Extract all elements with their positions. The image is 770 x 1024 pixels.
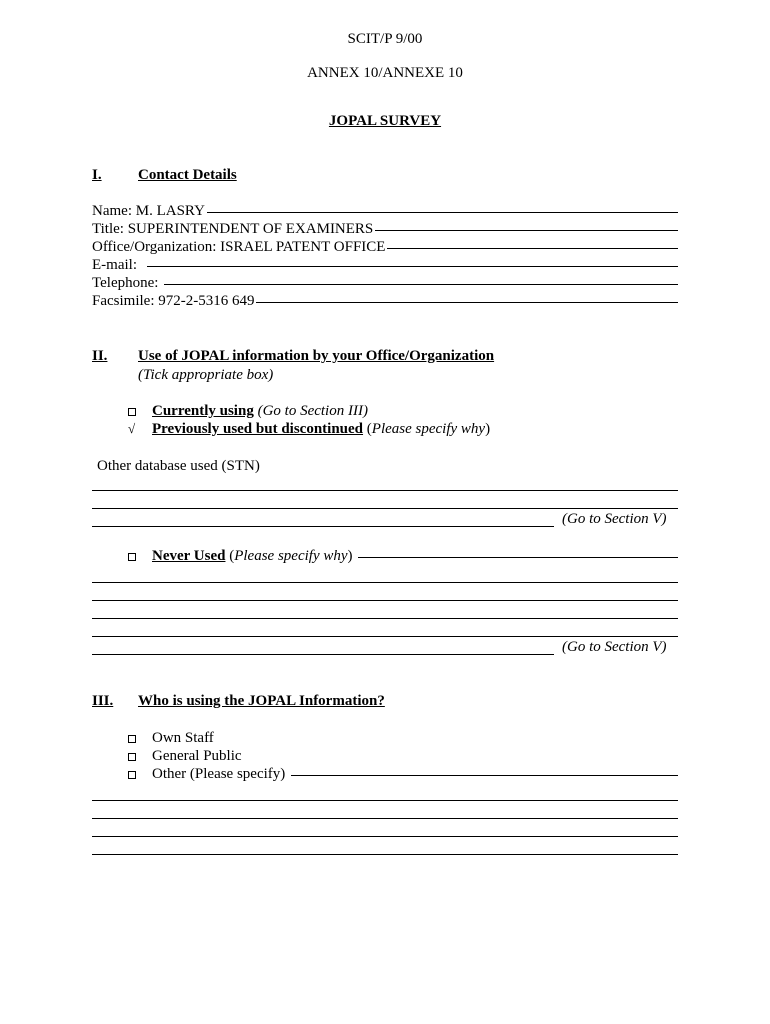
never-used-option bbox=[152, 548, 678, 565]
previously-used-paren-open: ( bbox=[363, 421, 372, 437]
currently-using-option bbox=[152, 403, 368, 420]
facsimile-field[interactable] bbox=[92, 293, 678, 311]
never-used-checkbox[interactable] bbox=[128, 553, 136, 561]
goto-section-v: (Go to Section V) bbox=[562, 639, 667, 655]
answer-line[interactable] bbox=[92, 818, 678, 819]
office-line bbox=[387, 248, 678, 249]
section-3-number: III. bbox=[92, 693, 114, 709]
other-checkbox[interactable] bbox=[128, 771, 136, 779]
general-public-label: General Public bbox=[152, 748, 242, 764]
section-3-heading: Who is using the JOPAL Information? bbox=[138, 693, 385, 709]
answer-line[interactable] bbox=[92, 854, 678, 855]
office-field[interactable] bbox=[92, 239, 678, 257]
facsimile-line bbox=[256, 302, 678, 303]
annex-label: ANNEX 10/ANNEXE 10 bbox=[307, 65, 463, 81]
goto-section-v: (Go to Section V) bbox=[562, 511, 667, 527]
previously-used-option bbox=[152, 421, 490, 438]
telephone-line bbox=[164, 284, 678, 285]
never-used-paren-close: ) bbox=[347, 548, 357, 564]
answer-line[interactable] bbox=[92, 800, 678, 801]
previously-used-paren-close: ) bbox=[485, 421, 491, 437]
never-used-note: Please specify why bbox=[234, 548, 348, 564]
telephone-field[interactable] bbox=[92, 275, 678, 293]
name-line bbox=[207, 212, 678, 213]
other-line[interactable] bbox=[291, 775, 678, 776]
previously-used-checkmark[interactable]: √ bbox=[128, 421, 136, 436]
section-2-heading: Use of JOPAL information by your Office/Organization bbox=[138, 348, 495, 364]
answer-line[interactable] bbox=[92, 490, 678, 491]
email-field[interactable] bbox=[92, 257, 678, 275]
answer-line[interactable] bbox=[92, 618, 678, 619]
other-option bbox=[152, 766, 678, 783]
own-staff-label: Own Staff bbox=[152, 730, 214, 746]
answer-line[interactable] bbox=[92, 836, 678, 837]
section-2-number: II. bbox=[92, 348, 108, 364]
tick-instruction: (Tick appropriate box) bbox=[138, 367, 274, 383]
title-field[interactable] bbox=[92, 221, 678, 239]
never-used-paren-open: ( bbox=[225, 548, 235, 564]
never-used-line[interactable] bbox=[358, 557, 678, 558]
telephone-label: Telephone: bbox=[92, 275, 163, 291]
answer-line[interactable] bbox=[92, 582, 678, 583]
email-line bbox=[147, 266, 679, 267]
currently-using-label: Currently using bbox=[152, 403, 254, 419]
currently-using-checkbox[interactable] bbox=[128, 408, 136, 416]
other-label: Other (Please specify) bbox=[152, 766, 290, 782]
answer-line[interactable] bbox=[92, 636, 678, 637]
office-label: Office/Organization: ISRAEL PATENT OFFICE bbox=[92, 239, 386, 255]
answer-line[interactable] bbox=[92, 600, 678, 601]
name-field[interactable] bbox=[92, 203, 678, 221]
answer-line[interactable] bbox=[92, 508, 678, 509]
name-label: Name: M. LASRY bbox=[92, 203, 205, 219]
never-used-label: Never Used bbox=[152, 548, 226, 564]
document-reference: SCIT/P 9/00 bbox=[347, 31, 423, 47]
email-label: E-mail: bbox=[92, 257, 145, 273]
general-public-checkbox[interactable] bbox=[128, 753, 136, 761]
own-staff-checkbox[interactable] bbox=[128, 735, 136, 743]
title-label: Title: SUPERINTENDENT OF EXAMINERS bbox=[92, 221, 374, 237]
section-1-number: I. bbox=[92, 167, 102, 183]
currently-using-note: (Go to Section III) bbox=[257, 403, 368, 419]
page-title: JOPAL SURVEY bbox=[328, 113, 442, 129]
answer-line[interactable] bbox=[92, 526, 554, 527]
title-line bbox=[375, 230, 678, 231]
facsimile-label: Facsimile: 972-2-5316 649 bbox=[92, 293, 255, 309]
other-database-text: Other database used (STN) bbox=[97, 458, 260, 474]
section-1-heading: Contact Details bbox=[138, 167, 237, 183]
previously-used-label: Previously used but discontinued bbox=[152, 421, 364, 437]
answer-line[interactable] bbox=[92, 654, 554, 655]
previously-used-note: Please specify why bbox=[371, 421, 486, 437]
